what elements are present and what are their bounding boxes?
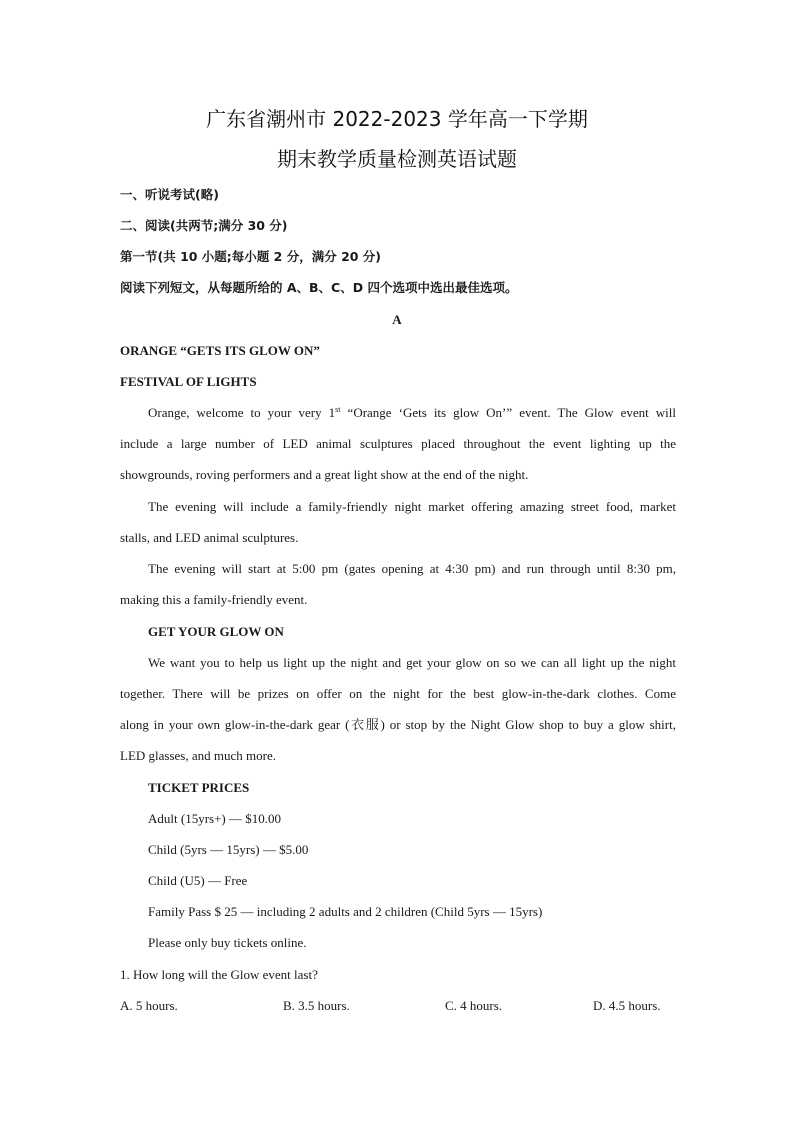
- subheading-get-your-glow-on: GET YOUR GLOW ON: [148, 624, 284, 639]
- ticket-adult: Adult (15yrs+) — $10.00: [148, 811, 281, 826]
- part1-heading: 一、听说考试(略): [120, 187, 219, 202]
- ticket-child: Child (5yrs — 15yrs) — $5.00: [148, 842, 309, 857]
- subheading-ticket-prices: TICKET PRICES: [148, 780, 250, 795]
- paragraph-4-line-4: LED glasses, and much more.: [120, 748, 276, 763]
- paragraph-2-line-1: The evening will include a family-friendly night market offering amazing street food, market: [148, 499, 676, 514]
- passage-heading-2: FESTIVAL OF LIGHTS: [120, 374, 257, 389]
- question-1-option-c[interactable]: C. 4 hours.: [445, 998, 503, 1013]
- question-1-option-a[interactable]: A. 5 hours.: [120, 998, 178, 1013]
- section1-heading: 第一节(共 10 小题;每小题 2 分，满分 20 分): [120, 249, 382, 264]
- ticket-child-under5: Child (U5) — Free: [148, 873, 248, 888]
- question-1-option-d[interactable]: D. 4.5 hours.: [593, 998, 661, 1013]
- question-1-option-b[interactable]: B. 3.5 hours.: [283, 998, 350, 1013]
- paragraph-2-line-2: stalls, and LED animal sculptures.: [120, 530, 299, 545]
- paragraph-4-line-3: along in your own glow-in-the-dark gear (衣服) or stop by the Night Glow shop to buy a glow shirt,: [120, 717, 676, 732]
- paragraph-1-text-rest: “Orange ‘Gets its glow On’” event. The Glow event will: [340, 405, 676, 420]
- paragraph-1-line-3: showgrounds, roving performers and a great light show at the end of the night.: [120, 467, 529, 482]
- part2-heading: 二、阅读(共两节;满分 30 分): [120, 218, 288, 233]
- paragraph-3-line-2: making this a family-friendly event.: [120, 592, 308, 607]
- passage-label: A: [392, 312, 402, 327]
- ticket-family-pass: Family Pass $ 25 — including 2 adults and 2 children (Child 5yrs — 15yrs): [148, 904, 543, 919]
- paragraph-4-line-1: We want you to help us light up the night and get your glow on so we can all light up the night: [148, 655, 676, 670]
- paragraph-3-line-1: The evening will start at 5:00 pm (gates opening at 4:30 pm) and run through until 8:30 pm,: [148, 561, 676, 576]
- reading-instruction: 阅读下列短文，从每题所给的 A、B、C、D 四个选项中选出最佳选项。: [120, 280, 518, 295]
- paragraph-1-line-2: include a large number of LED animal sculptures placed throughout the event lighting up the: [120, 436, 676, 451]
- paragraph-4-line-2: together. There will be prizes on offer on the night for the best glow-in-the-dark clothes. Come: [120, 686, 676, 701]
- paragraph-1-line-1: [148, 404, 676, 422]
- ticket-note: Please only buy tickets online.: [148, 935, 307, 950]
- passage-heading-1: ORANGE “GETS ITS GLOW ON”: [120, 343, 320, 358]
- paragraph-1-text-start: Orange, welcome to your very 1: [148, 405, 336, 420]
- question-1-stem: 1. How long will the Glow event last?: [120, 967, 318, 982]
- exam-title-line1: 广东省潮州市 2022-2023 学年高一下学期: [206, 107, 588, 131]
- exam-title-line2: 期末教学质量检测英语试题: [277, 147, 517, 171]
- ordinal-suffix: st: [335, 405, 341, 414]
